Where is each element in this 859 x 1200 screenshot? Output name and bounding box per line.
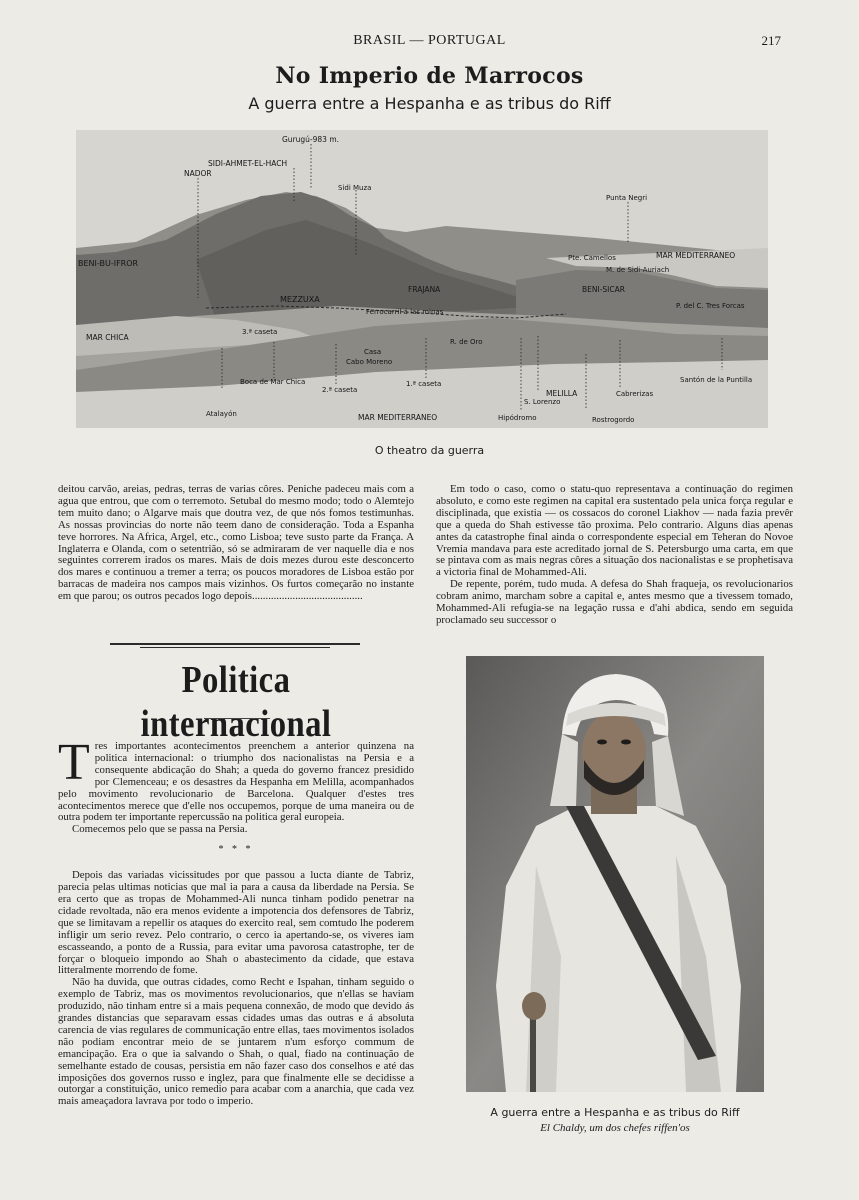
map-label-atalayon: Atalayón [206,410,237,418]
section-divider [110,643,360,645]
map-label-caseta1: 1.ª caseta [406,380,442,388]
map-label-sidi-muza: Sidi Muza [338,184,372,192]
body-paragraph-2: Não ha duvida, que outras cidades, como Recht e Ispahan, tinham seguido o exemplo de Tabriz, mas os movimentos revolucionarios, que n'ellas se haviam produzido, não tinham entre si a mais pequena connexão, de modo que devido ás grandes distancias que separavam essas cidades umas das outras e á absoluta carencia de vias regulares de communicação entre ellas, taes movimentos isolados não podiam encontrar meio de se juntarem n'um esforço commum de emancipação. Era o que ia salvando o Shah, o qual, fiado na continuação de semelhante estado de cousas, persistia em não fazer caso dos conselhos e até das imposições dos governos russo e inglez, para que finalmente elle se decidisse a outorgar a constituição, unico remedio para acabar com a anarchia, que cada vez mais ameaçadora lavrava por todo o imperio. [58,976,414,1108]
map-label-p-del-c: P. del C. Tres Forcas [676,302,745,310]
continuation-right-column [436,484,793,627]
map-label-nador: NADOR [184,169,212,178]
running-head: BRASIL — PORTUGAL [353,33,506,48]
section-divider-thin [140,647,330,648]
map-label-caseta3: 3.ª caseta [242,328,278,336]
map-label-casa: Casa [364,348,382,356]
theatre-of-war-map [76,130,768,428]
section-title-rule [204,718,270,719]
map-label-mar-mediterraneo-bottom: MAR MEDITERRANEO [358,413,438,422]
map-label-mezzuxa: MEZZUXA [280,295,320,304]
photo-subcaption: El Chaldy, um dos chefes riffen'os [540,1122,690,1134]
continuation-left-column [58,484,414,603]
continuation-right-paragraph-1: Em todo o caso, como o statu-quo representava a continuação do regimen absoluto, e como este regimen na capital era sustentado pela unica força regular e disciplinada, que existia — os cossacos do coronel Liakhov — nada fazia prevêr que a queda do Shah estivesse tão proxima. Pelo contrario. Alguns dias apenas antes da catastrophe final ainda o correspondente especial em Teheran do Novoe Vremia mandava para este acreditado jornal de S. Petersburgo uma carta, em que se pintava com as mais negras côres a situação dos nacionalistas e se prophetisava a victoria final de Mohammed-Ali. [436,483,793,579]
lead-paragraph: Comecemos pelo que se passa na Persia. [72,823,248,836]
photo-caption: A guerra entre a Hespanha e as tribus do Riff [490,1106,740,1119]
map-illustration [76,130,768,428]
map-label-melilla: MELILLA [546,389,578,398]
map-label-beni-bu-ifror: BENI-BU-IFROR [78,259,139,268]
article-title: No Imperio de Marrocos [275,63,584,89]
body-paragraph-1: Depois das variadas vicissitudes por que passou a lucta diante de Tabriz, parecia pelas ultimas noticias que mal ia para a causa da liberdade na Persia. Se era certo que as tropas de Mohammed-Ali nunca tinham podido penetrar na cidade revoltada, não era menos evidente a impotencia dos defensores de Tabriz, que se limitavam a repellir os ataques do exercito real, sem comtudo lhe poderem infligir um serio revez. Pelo contrario, o cerco ia apertando-se, os viveres iam escasseando, a ponto de a Russia, para evitar uma pavorosa catastrophe, ter de forçar o bloqueio impondo ao Shah o abastecimento da cidade, que estava litteralmente morrendo de fome. [58,869,414,977]
map-label-pte-camellos: Pte. Camellos [568,254,616,262]
map-label-caseta2: 2.ª caseta [322,386,358,394]
map-label-hipodromo: Hipódromo [498,414,537,422]
continuation-right-paragraph-2: De repente, porém, tudo muda. A defesa do Shah fraqueja, os revolucionarios cobram animo, marcham sobre a capital e, antes mesmo que a tivessem tomado, Mohammed-Ali refugia-se na legação russa e d'ahi abdica, sendo em seguida proclamado seu successor o [436,578,793,626]
continuation-left-paragraph: deitou carvão, areias, pedras, terras de varias côres. Peniche padeceu mais com a agua que entrou, que com o terremoto. Setubal do mesmo modo; todo o Alemtejo tem muito dano; o Algarve mais que doutra vez, de que nós fomos testimunhas. As nossas provincias do norte não teem dano de consideração. Toda a Espanha teve horrores. Na Africa, Argel, etc., como Lisboa; teve susto parte da França. A Inglaterra e Olanda, com o setentrião, só se admiraram de ver naquelle dia e nos seguintes correrem irados os mares. Mais de dois mezes durou este desconcerto dos mares e continuou a tremer a terra; os poucos moradores de Lisboa estão por barracas de madeira nos campos mais vizinhos. Os furtos começarão no instante em que parou; os outros pecados logo depois......................................... [58,483,414,603]
map-label-mar-chica: MAR CHICA [86,333,129,342]
map-label-beni-sicar: BENI-SICAR [582,285,625,294]
intro-text: res importantes acontecimentos preenchem a anterior quinzena na politica internacional: o triumpho dos nacionalistas na Persia e a consequente abdicação do Shah; a queda do governo francez presidido por Clemenceau; e os desastres da Hespanha em Melilla, acompanhados pelo movimento revolucionario de Barcelona. Qualquer d'estes tres acontecimentos merece que d'elle nos occupemos, porque de uma maneira ou de outra podem ter importante repercussão na politica geral europeia. [58,740,414,824]
asterism: * * * [218,844,254,856]
map-label-gurugu: Gurugú-983 m. [282,135,340,144]
map-label-punta-negri: Punta Negri [606,194,648,202]
map-label-sidi-auriach: M. de Sidi-Auriach [606,266,670,274]
map-label-mar-mediterraneo-top: MAR MEDITERRANEO [656,251,736,260]
map-label-s-lorenzo: S. Lorenzo [524,398,561,406]
map-label-ferrocarril: Ferrocarril á las minas [366,308,444,316]
map-label-santon: Santón de la Puntilla [680,376,753,384]
map-label-boca-mar-chica: Boca de Mar Chica [240,378,306,386]
article-subtitle: A guerra entre a Hespanha e as tribus do Riff [248,94,611,113]
page-number: 217 [761,33,781,48]
map-label-frajana: FRAJANA [408,285,441,294]
drop-cap: T [58,734,90,791]
section-title: Politica internacional [140,659,332,745]
intro-paragraph [58,734,414,824]
map-label-r-de-oro: R. de Oro [450,338,483,346]
map-label-rostrogordo: Rostrogordo [592,416,635,424]
map-caption: O theatro da guerra [374,444,485,457]
map-label-cabo-moreno: Cabo Moreno [346,358,393,366]
map-label-sidi-ahmet: SIDI-AHMET-EL-HACH [208,159,288,168]
politica-column [58,734,414,1108]
portrait-photo [466,656,764,1092]
map-label-cabrerizas: Cabrerizas [616,390,654,398]
portrait-illustration [466,656,764,1092]
